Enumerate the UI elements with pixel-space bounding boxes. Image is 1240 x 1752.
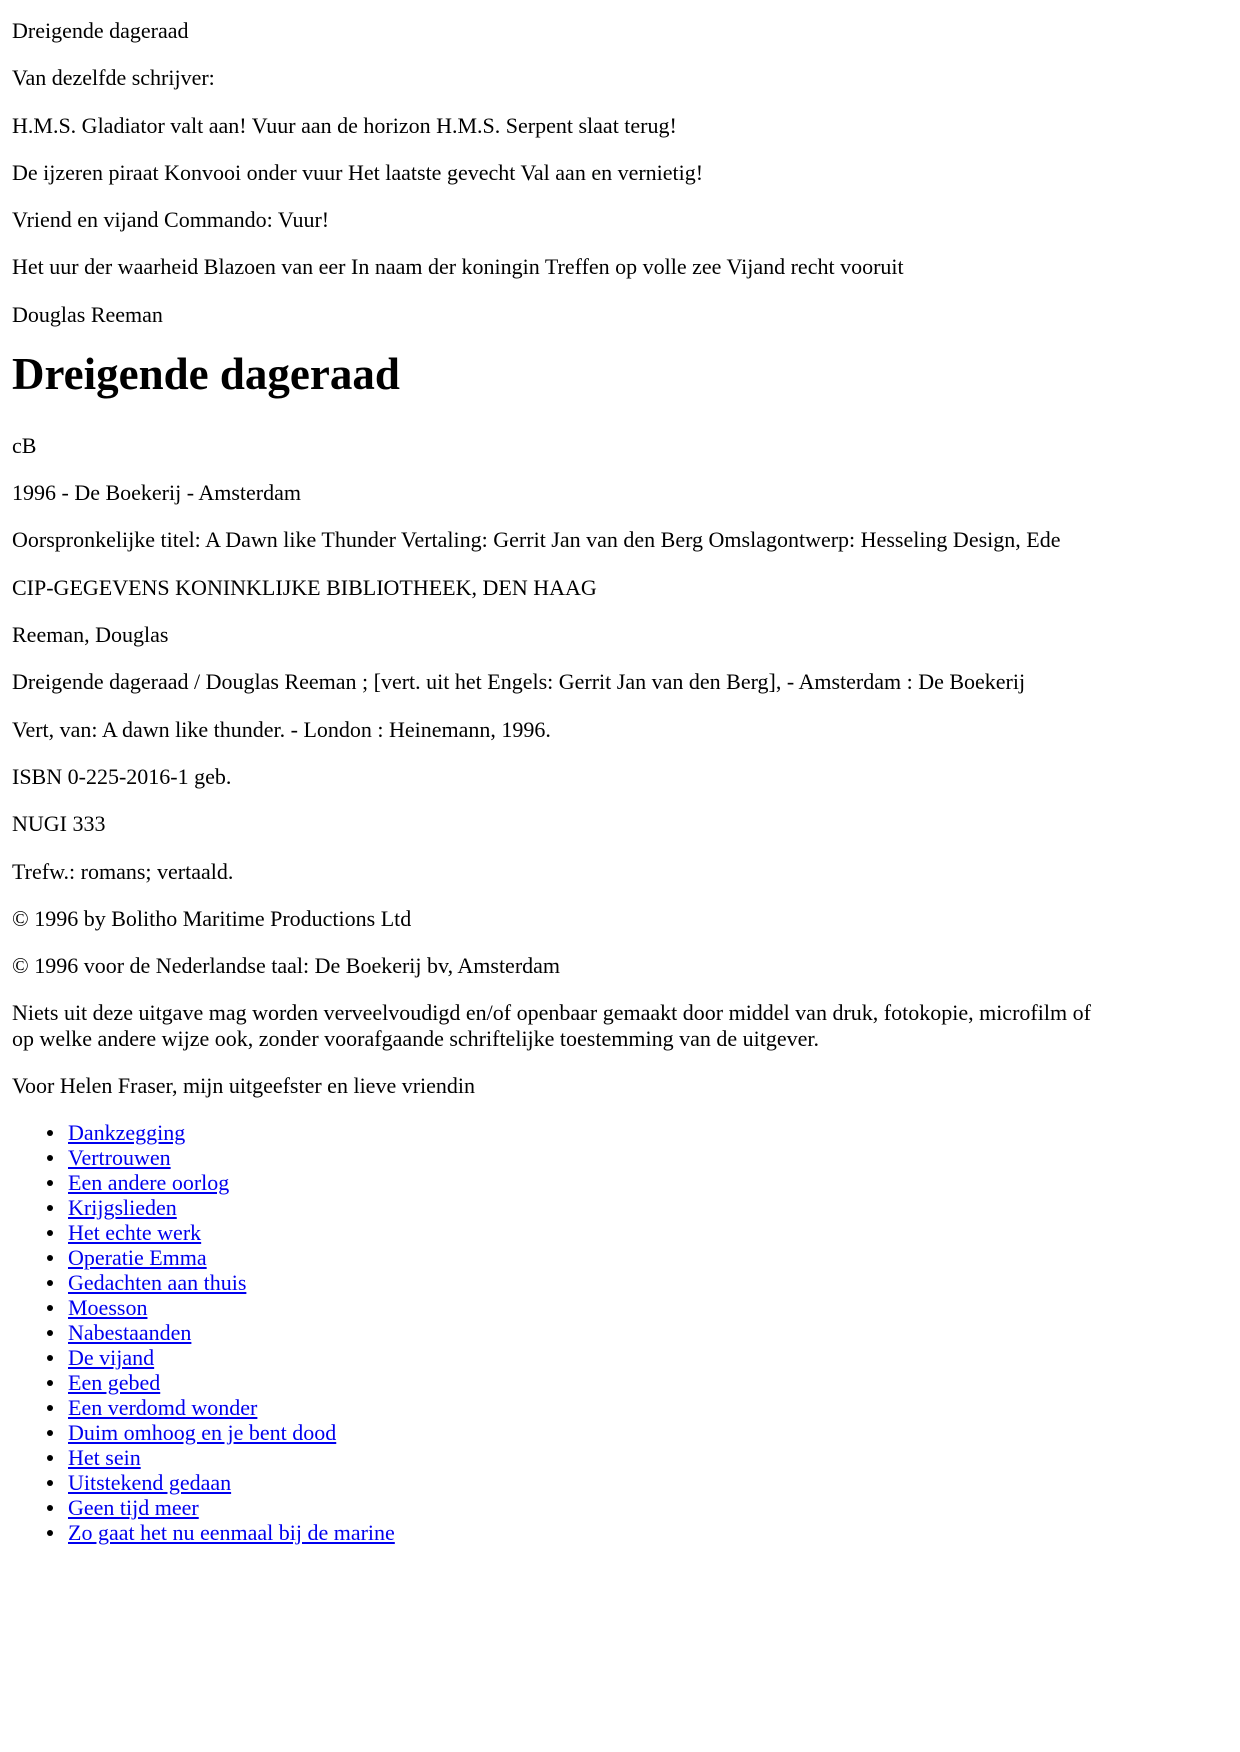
toc-link-een-verdomd-wonder[interactable]: Een verdomd wonder [68, 1395, 258, 1421]
bullet-icon [47, 1405, 53, 1411]
publisher-logo-text: cB [12, 432, 37, 458]
toc-link-geen-tijd-meer[interactable]: Geen tijd meer [68, 1495, 199, 1521]
page-title: Dreigende dageraad [12, 349, 400, 400]
table-of-contents [12, 1120, 1228, 1545]
toc-item [68, 1295, 1228, 1320]
bullet-icon [47, 1505, 53, 1511]
bullet-icon [47, 1480, 53, 1486]
bullet-icon [47, 1255, 53, 1261]
nugi: NUGI 333 [12, 811, 106, 837]
toc-item [68, 1195, 1228, 1220]
toc-link-een-andere-oorlog[interactable]: Een andere oorlog [68, 1170, 230, 1196]
toc-link-vertrouwen[interactable]: Vertrouwen [68, 1145, 171, 1171]
toc-link-een-gebed[interactable]: Een gebed [68, 1370, 161, 1396]
toc-item [68, 1370, 1228, 1395]
cip-title: Dreigende dageraad / Douglas Reeman ; [vert. uit het Engels: Gerrit Jan van den Berg], - Amsterdam : De Boekerij [12, 669, 1026, 695]
other-works-line: H.M.S. Gladiator valt aan! Vuur aan de horizon H.M.S. Serpent slaat terug! [12, 112, 677, 138]
bullet-icon [47, 1380, 53, 1386]
toc-link-operatie-emma[interactable]: Operatie Emma [68, 1245, 207, 1271]
toc-item [68, 1420, 1228, 1445]
same-author-label: Van dezelfde schrijver: [12, 65, 215, 91]
toc-item [68, 1520, 1228, 1545]
copyright-dutch: © 1996 voor de Nederlandse taal: De Boekerij bv, Amsterdam [12, 953, 561, 979]
toc-item [68, 1170, 1228, 1195]
isbn: ISBN 0-225-2016-1 geb. [12, 763, 232, 789]
cip-original: Vert, van: A dawn like thunder. - London : Heinemann, 1996. [12, 716, 551, 742]
cip-author: Reeman, Douglas [12, 622, 169, 648]
toc-item [68, 1145, 1228, 1170]
bullet-icon [47, 1130, 53, 1136]
book-title-line: Dreigende dageraad [12, 18, 189, 43]
bullet-icon [47, 1455, 53, 1461]
toc-link-het-sein[interactable]: Het sein [68, 1445, 141, 1471]
toc-item [68, 1120, 1228, 1145]
toc-item [68, 1320, 1228, 1345]
toc-link-duim-omhoog[interactable]: Duim omhoog en je bent dood [68, 1420, 337, 1446]
other-works-line: Vriend en vijand Commando: Vuur! [12, 207, 330, 233]
toc-item [68, 1445, 1228, 1470]
toc-link-uitstekend-gedaan[interactable]: Uitstekend gedaan [68, 1470, 232, 1496]
bullet-icon [47, 1205, 53, 1211]
bullet-icon [47, 1355, 53, 1361]
publication-line: 1996 - De Boekerij - Amsterdam [12, 480, 301, 506]
author-name: Douglas Reeman [12, 301, 163, 327]
bullet-icon [47, 1430, 53, 1436]
toc-link-nabestaanden[interactable]: Nabestaanden [68, 1320, 192, 1346]
bullet-icon [47, 1530, 53, 1536]
other-works-line: Het uur der waarheid Blazoen van eer In naam der koningin Treffen op volle zee Vijand recht vooruit [12, 254, 904, 280]
toc-link-zo-gaat-het[interactable]: Zo gaat het nu eenmaal bij de marine [68, 1520, 395, 1546]
bullet-icon [47, 1180, 53, 1186]
toc-link-dankzegging[interactable]: Dankzegging [68, 1120, 186, 1146]
toc-link-gedachten-aan-thuis[interactable]: Gedachten aan thuis [68, 1270, 247, 1296]
toc-item [68, 1245, 1228, 1270]
bullet-icon [47, 1330, 53, 1336]
keywords: Trefw.: romans; vertaald. [12, 858, 234, 884]
bullet-icon [47, 1230, 53, 1236]
toc-link-krijgslieden[interactable]: Krijgslieden [68, 1195, 177, 1221]
bullet-icon [47, 1305, 53, 1311]
copyright-original: © 1996 by Bolitho Maritime Productions Ltd [12, 905, 412, 931]
toc-item [68, 1495, 1228, 1520]
toc-item [68, 1220, 1228, 1245]
toc-item [68, 1470, 1228, 1495]
rights-notice: Niets uit deze uitgave mag worden verveelvoudigd en/of openbaar gemaakt door middel van druk, fotokopie, microfilm of op welke andere wijze ook, zonder voorafgaande schriftelijke toestemming van de uitgever. [12, 1000, 1091, 1051]
other-works-line: De ijzeren piraat Konvooi onder vuur Het laatste gevecht Val aan en vernietig! [12, 159, 704, 185]
toc-item [68, 1395, 1228, 1420]
toc-item [68, 1345, 1228, 1370]
bullet-icon [47, 1155, 53, 1161]
toc-link-moesson[interactable]: Moesson [68, 1295, 148, 1321]
credits-line: Oorspronkelijke titel: A Dawn like Thunder Vertaling: Gerrit Jan van den Berg Omslagontwerp: Hesseling Design, Ede [12, 527, 1061, 553]
toc-link-het-echte-werk[interactable]: Het echte werk [68, 1220, 202, 1246]
cip-header: CIP-GEGEVENS KONINKLIJKE BIBLIOTHEEK, DEN HAAG [12, 574, 597, 600]
toc-item [68, 1270, 1228, 1295]
toc-link-de-vijand[interactable]: De vijand [68, 1345, 155, 1371]
dedication: Voor Helen Fraser, mijn uitgeefster en lieve vriendin [12, 1072, 476, 1098]
bullet-icon [47, 1280, 53, 1286]
